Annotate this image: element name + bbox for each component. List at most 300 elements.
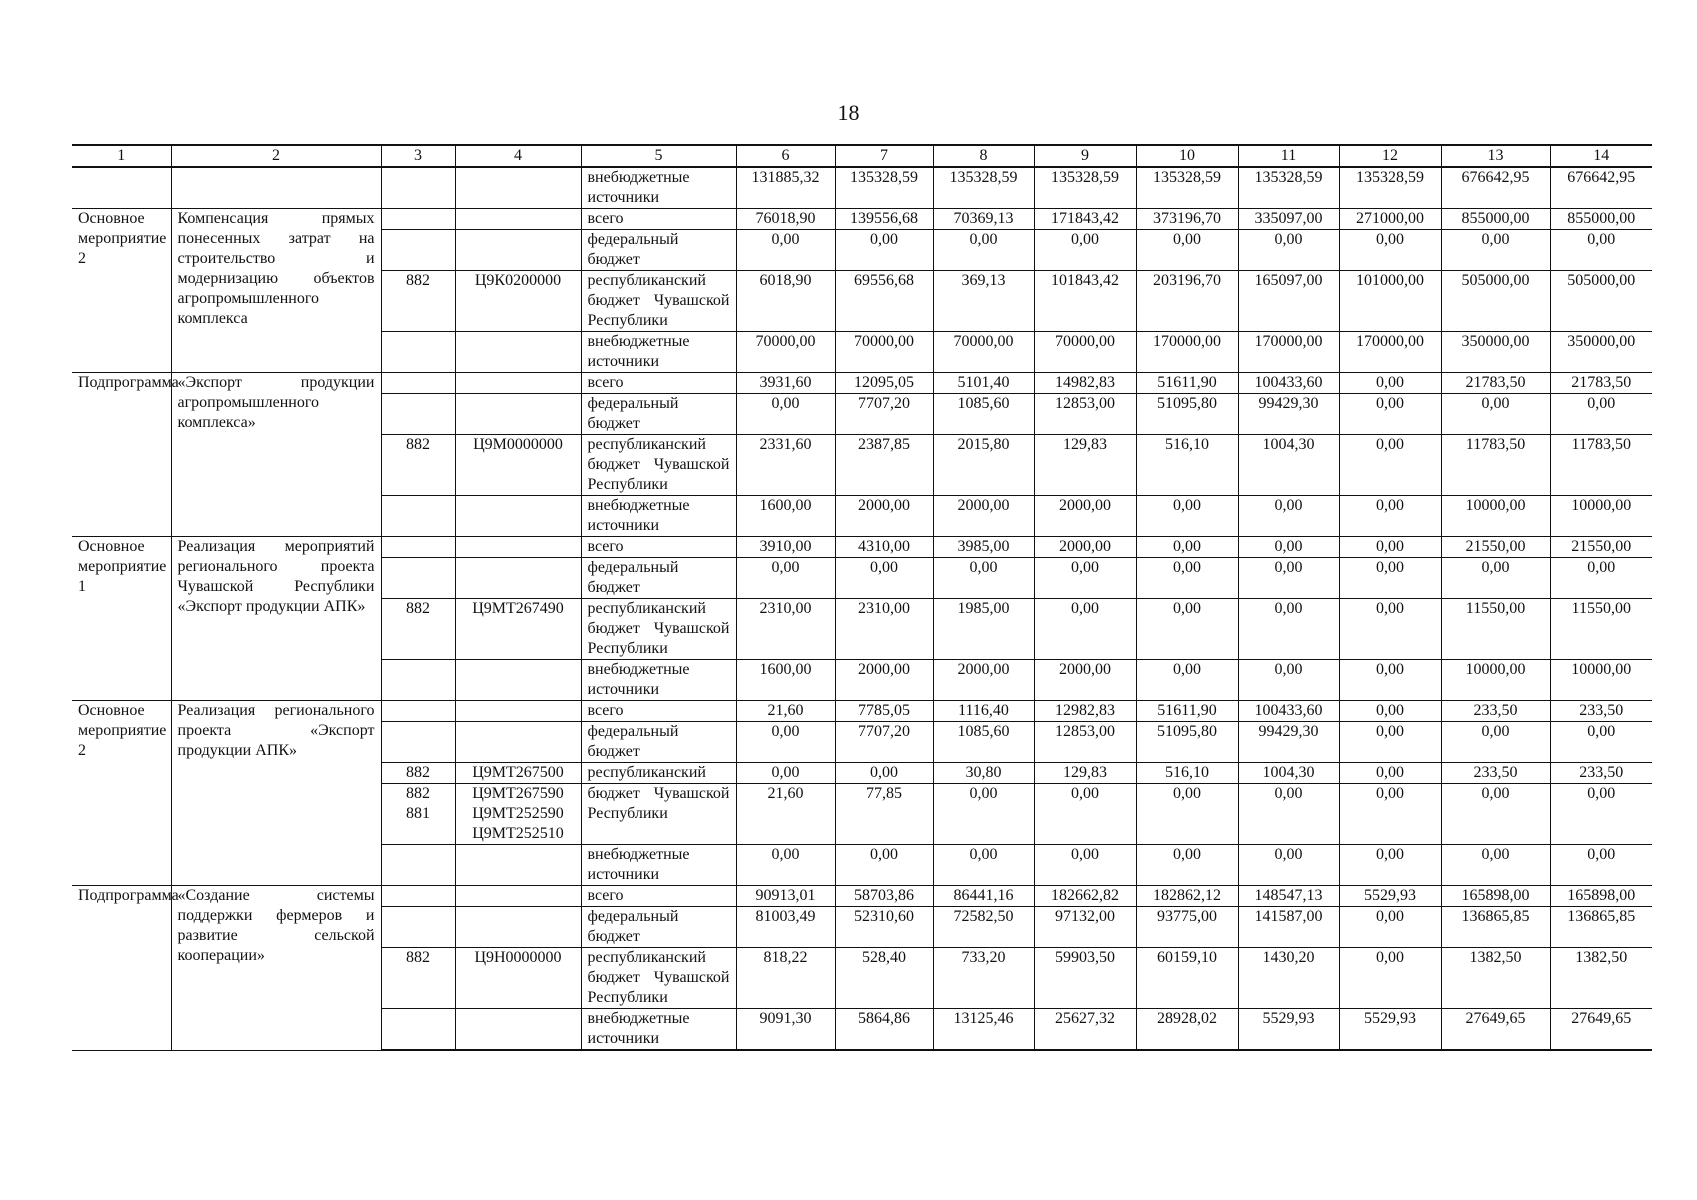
table-cell: 3985,00 [933, 537, 1034, 558]
table-cell: 1985,00 [933, 599, 1034, 660]
table-cell: 21550,00 [1550, 537, 1652, 558]
table-cell: 135328,59 [1034, 167, 1136, 209]
table-cell: республиканский бюджет Чувашской Республики [581, 599, 736, 660]
table-cell: 10000,00 [1441, 660, 1550, 701]
table-cell: 233,50 [1441, 763, 1550, 784]
table-cell: 165097,00 [1238, 271, 1339, 332]
table-cell: 0,00 [1339, 907, 1441, 948]
table-cell: всего [581, 537, 736, 558]
table-cell: 2331,60 [736, 435, 835, 496]
table-cell [455, 1009, 581, 1051]
table-cell [455, 230, 581, 271]
table-cell: 4310,00 [835, 537, 933, 558]
table-cell: 0,00 [1550, 394, 1652, 435]
table-cell: 135328,59 [835, 167, 933, 209]
table-cell: федеральный бюджет [581, 722, 736, 763]
table-cell: всего [581, 373, 736, 394]
table-cell: 0,00 [1136, 660, 1238, 701]
table-cell: 0,00 [835, 230, 933, 271]
table-cell: 0,00 [1136, 496, 1238, 537]
table-cell: федеральный бюджет [581, 558, 736, 599]
table-cell: 97132,00 [1034, 907, 1136, 948]
table-cell: 12853,00 [1034, 394, 1136, 435]
table-cell: 676642,95 [1550, 167, 1652, 209]
table-cell: 25627,32 [1034, 1009, 1136, 1051]
column-header: 1 [72, 145, 171, 167]
table-cell: 86441,16 [933, 886, 1034, 907]
table-cell: 0,00 [1238, 537, 1339, 558]
table-cell: 3931,60 [736, 373, 835, 394]
table-cell: 855000,00 [1441, 209, 1550, 230]
table-cell: 0,00 [736, 394, 835, 435]
table-cell: 70000,00 [736, 332, 835, 373]
table-cell: 0,00 [1550, 845, 1652, 886]
table-cell: 170000,00 [1136, 332, 1238, 373]
table-row [72, 701, 1652, 722]
table-cell [455, 660, 581, 701]
table-cell: 882 [381, 763, 455, 784]
table-cell: 28928,02 [1136, 1009, 1238, 1051]
table-cell: 6018,90 [736, 271, 835, 332]
table-cell: 135328,59 [1339, 167, 1441, 209]
table-cell [455, 722, 581, 763]
table-cell [455, 167, 581, 209]
table-cell: 101000,00 [1339, 271, 1441, 332]
table-cell: 1600,00 [736, 660, 835, 701]
table-cell: 135328,59 [1238, 167, 1339, 209]
column-header: 11 [1238, 145, 1339, 167]
table-cell [455, 845, 581, 886]
table-cell: 51611,90 [1136, 701, 1238, 722]
column-header: 8 [933, 145, 1034, 167]
table-cell: 60159,10 [1136, 948, 1238, 1009]
table-cell [455, 373, 581, 394]
table-cell: 10000,00 [1550, 660, 1652, 701]
table-cell: Ц9К0200000 [455, 271, 581, 332]
table-cell [381, 660, 455, 701]
table-cell: 1004,30 [1238, 435, 1339, 496]
table-cell: 0,00 [1339, 496, 1441, 537]
table-cell: 2000,00 [1034, 537, 1136, 558]
table-cell: 135328,59 [933, 167, 1034, 209]
table-cell: 0,00 [1550, 558, 1652, 599]
table-cell: 131885,32 [736, 167, 835, 209]
table-cell: 0,00 [1238, 660, 1339, 701]
table-cell: 0,00 [933, 845, 1034, 886]
table-cell: 0,00 [1238, 784, 1339, 845]
table-cell: 1085,60 [933, 722, 1034, 763]
table-cell [381, 886, 455, 907]
table-cell: 335097,00 [1238, 209, 1339, 230]
table-cell: 101843,42 [1034, 271, 1136, 332]
table-cell: всего [581, 886, 736, 907]
table-cell: 0,00 [933, 230, 1034, 271]
table-cell: 0,00 [1034, 558, 1136, 599]
column-header: 4 [455, 145, 581, 167]
table-cell: 0,00 [1238, 230, 1339, 271]
table-cell [381, 907, 455, 948]
table-cell: 129,83 [1034, 763, 1136, 784]
table-cell: 14982,83 [1034, 373, 1136, 394]
table-cell: 170000,00 [1339, 332, 1441, 373]
table-cell: 0,00 [1441, 722, 1550, 763]
table-cell: «Создание системы поддержки фермеров и развитие сельской кооперации» [171, 886, 381, 1051]
table-cell: федеральный бюджет [581, 230, 736, 271]
table-cell [455, 332, 581, 373]
table-cell: 350000,00 [1550, 332, 1652, 373]
table-cell [455, 558, 581, 599]
table-cell: 171843,42 [1034, 209, 1136, 230]
table-cell: 21783,50 [1550, 373, 1652, 394]
table-cell: 0,00 [1441, 394, 1550, 435]
table-cell: 0,00 [933, 784, 1034, 845]
table-cell [381, 558, 455, 599]
table-cell: 0,00 [1550, 230, 1652, 271]
column-header: 5 [581, 145, 736, 167]
table-cell: 5864,86 [835, 1009, 933, 1051]
table-cell: 0,00 [1238, 496, 1339, 537]
table-cell: 882 [381, 599, 455, 660]
table-cell: 516,10 [1136, 435, 1238, 496]
table-cell: «Экспорт продукции агропромышленного комплекса» [171, 373, 381, 537]
table-cell: 233,50 [1441, 701, 1550, 722]
table-cell: 2000,00 [933, 496, 1034, 537]
table-cell: 0,00 [1339, 763, 1441, 784]
table-cell [455, 886, 581, 907]
table-cell: Подпрограмма [72, 886, 171, 1051]
table-cell [171, 167, 381, 209]
table-cell: 21,60 [736, 701, 835, 722]
table-cell: 9091,30 [736, 1009, 835, 1051]
table-cell: 182862,12 [1136, 886, 1238, 907]
table-cell [381, 167, 455, 209]
table-cell: федеральный бюджет [581, 907, 736, 948]
table-cell: Ц9МТ267490 [455, 599, 581, 660]
table-cell: 505000,00 [1441, 271, 1550, 332]
table-cell: 11550,00 [1441, 599, 1550, 660]
table-cell: Ц9МТ267590 Ц9МТ252590 Ц9МТ252510 [455, 784, 581, 845]
table-cell: 0,00 [1339, 373, 1441, 394]
table-cell: 0,00 [1136, 845, 1238, 886]
table-cell: 11550,00 [1550, 599, 1652, 660]
table-row [72, 373, 1652, 394]
table-cell: 373196,70 [1136, 209, 1238, 230]
table-cell: 7707,20 [835, 722, 933, 763]
table-cell: федеральный бюджет [581, 394, 736, 435]
table-cell: 0,00 [1238, 558, 1339, 599]
table-cell: Ц9М0000000 [455, 435, 581, 496]
table-cell: 882 [381, 435, 455, 496]
table-cell: 2310,00 [736, 599, 835, 660]
table-cell: 100433,60 [1238, 701, 1339, 722]
table-cell: 0,00 [1550, 784, 1652, 845]
table-cell [381, 394, 455, 435]
column-header: 2 [171, 145, 381, 167]
table-cell: внебюджетные источники [581, 496, 736, 537]
table-cell: 0,00 [1339, 230, 1441, 271]
table-cell: 135328,59 [1136, 167, 1238, 209]
table-cell: 99429,30 [1238, 722, 1339, 763]
table-cell: 139556,68 [835, 209, 933, 230]
table-cell: 0,00 [1441, 230, 1550, 271]
table-cell [455, 701, 581, 722]
table-cell: 12853,00 [1034, 722, 1136, 763]
table-cell: всего [581, 209, 736, 230]
table-cell: 5529,93 [1339, 886, 1441, 907]
table-cell: 0,00 [1339, 537, 1441, 558]
table-cell: 136865,85 [1441, 907, 1550, 948]
table-cell: 1116,40 [933, 701, 1034, 722]
table-cell: 76018,90 [736, 209, 835, 230]
table-cell: 0,00 [1034, 845, 1136, 886]
table-cell: 2000,00 [835, 496, 933, 537]
table-cell: 21,60 [736, 784, 835, 845]
column-header: 12 [1339, 145, 1441, 167]
table-cell: 58703,86 [835, 886, 933, 907]
table-cell: 165898,00 [1441, 886, 1550, 907]
table-cell: внебюджетные источники [581, 660, 736, 701]
table-cell: 69556,68 [835, 271, 933, 332]
table-cell: внебюджетные источники [581, 167, 736, 209]
table-cell: республиканский бюджет Чувашской Республики [581, 948, 736, 1009]
table-cell: 0,00 [1339, 394, 1441, 435]
table-cell: 0,00 [835, 845, 933, 886]
table-cell [72, 167, 171, 209]
table-cell: Ц9МТ267500 [455, 763, 581, 784]
table-cell: 81003,49 [736, 907, 835, 948]
column-header: 13 [1441, 145, 1550, 167]
table-cell: 1085,60 [933, 394, 1034, 435]
table-cell: 271000,00 [1339, 209, 1441, 230]
table-cell: 2000,00 [835, 660, 933, 701]
table-cell: внебюджетные источники [581, 332, 736, 373]
table-row [72, 209, 1652, 230]
table-cell: 129,83 [1034, 435, 1136, 496]
table-cell: 0,00 [1339, 784, 1441, 845]
table-cell: 882 [381, 948, 455, 1009]
table-cell: 516,10 [1136, 763, 1238, 784]
table-cell: 30,80 [933, 763, 1034, 784]
table-row [72, 537, 1652, 558]
table-cell [381, 537, 455, 558]
table-cell: всего [581, 701, 736, 722]
table-cell: 0,00 [736, 722, 835, 763]
table-cell: республиканский бюджет Чувашской Республики [581, 435, 736, 496]
table-cell: 0,00 [1339, 701, 1441, 722]
table-cell: Компенсация прямых понесенных затрат на строительство и модернизацию объектов агропромышленного комплекса [171, 209, 381, 373]
table-cell: 0,00 [1034, 230, 1136, 271]
table-cell: 99429,30 [1238, 394, 1339, 435]
table-cell: 2000,00 [933, 660, 1034, 701]
table-cell [455, 907, 581, 948]
column-header: 3 [381, 145, 455, 167]
table-cell: 3910,00 [736, 537, 835, 558]
table-cell: 182662,82 [1034, 886, 1136, 907]
table-cell: 1430,20 [1238, 948, 1339, 1009]
table-cell: Ц9Н0000000 [455, 948, 581, 1009]
table-cell: 233,50 [1550, 701, 1652, 722]
table-cell: 0,00 [1034, 784, 1136, 845]
table-cell: 0,00 [1441, 558, 1550, 599]
table-cell: 0,00 [1238, 845, 1339, 886]
table-cell [381, 1009, 455, 1051]
column-header: 6 [736, 145, 835, 167]
table-cell: 5101,40 [933, 373, 1034, 394]
table-row [72, 886, 1652, 907]
table-cell: внебюджетные источники [581, 845, 736, 886]
table-cell: Основное мероприятие 1 [72, 537, 171, 701]
table-cell: 0,00 [736, 763, 835, 784]
table-cell [381, 332, 455, 373]
table-cell: 0,00 [1339, 722, 1441, 763]
table-cell: 0,00 [933, 558, 1034, 599]
table-cell [381, 701, 455, 722]
page-number: 18 [837, 100, 860, 125]
table-cell: республиканский [581, 763, 736, 784]
table-cell: 170000,00 [1238, 332, 1339, 373]
table-cell: 59903,50 [1034, 948, 1136, 1009]
table-cell: 90913,01 [736, 886, 835, 907]
table-cell: 100433,60 [1238, 373, 1339, 394]
column-header: 9 [1034, 145, 1136, 167]
table-cell: 369,13 [933, 271, 1034, 332]
table-cell [381, 209, 455, 230]
table-cell: 7707,20 [835, 394, 933, 435]
table-cell: 528,40 [835, 948, 933, 1009]
table-cell: 0,00 [835, 558, 933, 599]
table-cell: 882 881 [381, 784, 455, 845]
table-cell: 27649,65 [1441, 1009, 1550, 1051]
table-cell: 0,00 [1034, 599, 1136, 660]
table-cell [381, 845, 455, 886]
table-cell [381, 230, 455, 271]
table-cell: Основное мероприятие 2 [72, 209, 171, 373]
table-cell: 93775,00 [1136, 907, 1238, 948]
table-cell: 70369,13 [933, 209, 1034, 230]
table-cell [455, 496, 581, 537]
table-cell: 0,00 [1136, 558, 1238, 599]
table-cell: 13125,46 [933, 1009, 1034, 1051]
table-cell: 12982,83 [1034, 701, 1136, 722]
table-cell: Основное мероприятие 2 [72, 701, 171, 886]
table-cell: 733,20 [933, 948, 1034, 1009]
table-cell: 10000,00 [1441, 496, 1550, 537]
table-cell: Подпрограмма [72, 373, 171, 537]
table-cell: 51095,80 [1136, 722, 1238, 763]
table-cell: 5529,93 [1339, 1009, 1441, 1051]
table-cell: 0,00 [1339, 948, 1441, 1009]
table-cell: 350000,00 [1441, 332, 1550, 373]
table-cell: внебюджетные источники [581, 1009, 736, 1051]
table-cell: 0,00 [1339, 558, 1441, 599]
table-cell: 2000,00 [1034, 660, 1136, 701]
table-cell: 818,22 [736, 948, 835, 1009]
table-cell: 12095,05 [835, 373, 933, 394]
table-cell: 21783,50 [1441, 373, 1550, 394]
table-cell: 136865,85 [1550, 907, 1652, 948]
table-cell: 2310,00 [835, 599, 933, 660]
table-cell: 1382,50 [1441, 948, 1550, 1009]
table-cell: 141587,00 [1238, 907, 1339, 948]
table-cell [455, 537, 581, 558]
table-cell: 0,00 [1441, 845, 1550, 886]
table-cell: 0,00 [736, 845, 835, 886]
table-cell: 72582,50 [933, 907, 1034, 948]
table-cell: 10000,00 [1550, 496, 1652, 537]
table-cell: 1004,30 [1238, 763, 1339, 784]
header-row [72, 145, 1652, 167]
table-cell [455, 394, 581, 435]
table-cell: 855000,00 [1550, 209, 1652, 230]
table-cell: 0,00 [1238, 599, 1339, 660]
table-cell: 676642,95 [1441, 167, 1550, 209]
table-cell: 165898,00 [1550, 886, 1652, 907]
table-cell [455, 209, 581, 230]
column-header: 10 [1136, 145, 1238, 167]
table-cell: республиканский бюджет Чувашской Республики [581, 271, 736, 332]
table-cell: 0,00 [1136, 784, 1238, 845]
table-cell: Реализация регионального проекта «Экспорт продукции АПК» [171, 701, 381, 886]
table-cell: 2000,00 [1034, 496, 1136, 537]
table-cell: 0,00 [1136, 537, 1238, 558]
table-cell: 0,00 [1550, 722, 1652, 763]
table-cell: 11783,50 [1441, 435, 1550, 496]
table-cell: 882 [381, 271, 455, 332]
table-cell: 5529,93 [1238, 1009, 1339, 1051]
table-cell: 51611,90 [1136, 373, 1238, 394]
table-cell: 1600,00 [736, 496, 835, 537]
table-cell: 0,00 [1339, 599, 1441, 660]
table-cell: 11783,50 [1550, 435, 1652, 496]
table-cell [381, 496, 455, 537]
table-cell [381, 373, 455, 394]
table-cell: 0,00 [835, 763, 933, 784]
table-cell: 52310,60 [835, 907, 933, 948]
table-cell: 1382,50 [1550, 948, 1652, 1009]
table-cell: 7785,05 [835, 701, 933, 722]
table-cell: бюджет Чувашской Республики [581, 784, 736, 845]
table-cell: 0,00 [736, 558, 835, 599]
table-cell: 70000,00 [835, 332, 933, 373]
table-cell: 203196,70 [1136, 271, 1238, 332]
column-header: 7 [835, 145, 933, 167]
table-body [72, 167, 1652, 1050]
table-cell: 21550,00 [1441, 537, 1550, 558]
table-cell: 505000,00 [1550, 271, 1652, 332]
table-cell: 0,00 [1339, 845, 1441, 886]
table-cell: 51095,80 [1136, 394, 1238, 435]
table-cell: 0,00 [1136, 230, 1238, 271]
table-cell [381, 722, 455, 763]
budget-table [72, 144, 1652, 1051]
table-cell: Реализация мероприятий регионального проекта Чувашской Республики «Экспорт продукции АПК» [171, 537, 381, 701]
column-header: 14 [1550, 145, 1652, 167]
table-cell: 2015,80 [933, 435, 1034, 496]
table-cell: 77,85 [835, 784, 933, 845]
table-cell: 2387,85 [835, 435, 933, 496]
table-cell: 0,00 [1136, 599, 1238, 660]
table-cell: 0,00 [736, 230, 835, 271]
table-cell: 70000,00 [933, 332, 1034, 373]
table-cell: 0,00 [1339, 660, 1441, 701]
table-row [72, 167, 1652, 209]
table-cell: 0,00 [1339, 435, 1441, 496]
table-cell: 70000,00 [1034, 332, 1136, 373]
table-cell: 27649,65 [1550, 1009, 1652, 1051]
table-cell: 233,50 [1550, 763, 1652, 784]
table-cell: 0,00 [1441, 784, 1550, 845]
table-cell: 148547,13 [1238, 886, 1339, 907]
